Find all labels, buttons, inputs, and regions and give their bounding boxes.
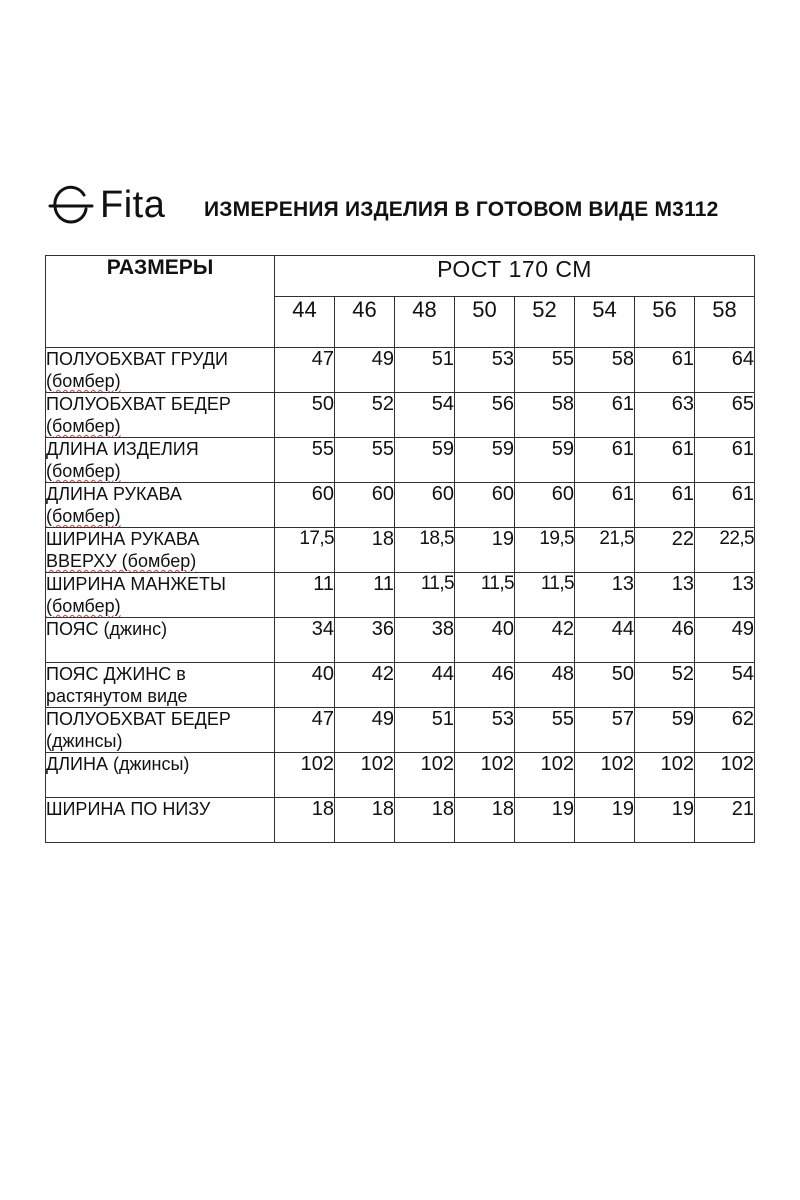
size-column-header: 50 — [455, 297, 515, 348]
size-column-header: 46 — [335, 297, 395, 348]
measurement-value: 102 — [455, 753, 515, 798]
measurement-value: 40 — [275, 663, 335, 708]
table-row — [46, 753, 755, 798]
measurements-body — [46, 348, 755, 843]
measurement-value: 48 — [515, 663, 575, 708]
measurement-label — [46, 798, 275, 843]
measurement-value: 13 — [575, 573, 635, 618]
measurement-value: 50 — [275, 393, 335, 438]
measurement-value: 61 — [575, 483, 635, 528]
measurement-value: 61 — [575, 393, 635, 438]
measurement-label-line1: ДЛИНА РУКАВА — [46, 484, 182, 504]
measurement-label-line1: ПОЛУОБХВАТ БЕДЕР — [46, 394, 231, 414]
measurement-value: 59 — [515, 438, 575, 483]
measurement-value: 56 — [455, 393, 515, 438]
table-row — [46, 528, 755, 573]
brand-name: Fita — [100, 183, 166, 226]
measurement-label-line1: ПОЯС (джинс) — [46, 619, 168, 639]
measurement-value: 57 — [575, 708, 635, 753]
measurement-value: 49 — [335, 708, 395, 753]
measurement-label-line2: (бомбер) — [46, 416, 121, 436]
size-chart-table — [45, 255, 755, 843]
document-header — [48, 178, 768, 238]
size-column-header: 56 — [635, 297, 695, 348]
measurement-value: 19 — [635, 798, 695, 843]
measurement-value: 19 — [515, 798, 575, 843]
table-row — [46, 708, 755, 753]
measurement-value: 61 — [635, 438, 695, 483]
measurement-value: 51 — [395, 708, 455, 753]
measurement-label — [46, 618, 275, 663]
size-column-header: 48 — [395, 297, 455, 348]
size-column-header: 58 — [695, 297, 755, 348]
table-row — [46, 393, 755, 438]
measurement-value: 60 — [335, 483, 395, 528]
measurement-label-line1: ДЛИНА ИЗДЕЛИЯ — [46, 439, 199, 459]
measurement-value: 61 — [695, 438, 755, 483]
measurement-label — [46, 528, 275, 573]
measurement-value: 49 — [335, 348, 395, 393]
measurement-value: 13 — [695, 573, 755, 618]
measurement-label-line2: (бомбер) — [46, 506, 121, 526]
measurement-value: 18 — [395, 798, 455, 843]
measurement-value: 50 — [575, 663, 635, 708]
measurement-label-line2: (джинсы) — [46, 731, 123, 751]
measurement-value: 102 — [515, 753, 575, 798]
measurement-value: 102 — [395, 753, 455, 798]
table-row — [46, 438, 755, 483]
measurement-label — [46, 393, 275, 438]
measurement-label-line2: (бомбер) — [46, 371, 121, 391]
measurement-value: 64 — [695, 348, 755, 393]
fita-logo-icon — [48, 182, 94, 228]
measurement-value: 59 — [455, 438, 515, 483]
measurement-label — [46, 708, 275, 753]
table-row — [46, 348, 755, 393]
measurement-label — [46, 663, 275, 708]
measurement-label-line2: растянутом виде — [46, 686, 188, 706]
measurement-label-line2: (бомбер) — [46, 596, 121, 616]
measurement-value: 11,5 — [515, 573, 575, 618]
measurement-value: 49 — [695, 618, 755, 663]
measurement-label — [46, 573, 275, 618]
table-row — [46, 798, 755, 843]
measurement-value: 54 — [695, 663, 755, 708]
measurement-value: 36 — [335, 618, 395, 663]
measurement-value: 61 — [575, 438, 635, 483]
measurement-value: 18 — [275, 798, 335, 843]
measurement-value: 11,5 — [455, 573, 515, 618]
measurement-value: 102 — [575, 753, 635, 798]
measurement-value: 102 — [335, 753, 395, 798]
measurement-value: 61 — [635, 483, 695, 528]
size-column-header: 54 — [575, 297, 635, 348]
measurement-value: 46 — [635, 618, 695, 663]
measurement-label-line2: ВВЕРХУ (бомбер) — [46, 551, 197, 571]
measurement-value: 59 — [635, 708, 695, 753]
measurement-label-line2: (бомбер) — [46, 461, 121, 481]
measurement-label-line1: ПОЛУОБХВАТ БЕДЕР — [46, 709, 231, 729]
measurement-label-line1: ШИРИНА РУКАВА — [46, 529, 200, 549]
measurement-value: 55 — [275, 438, 335, 483]
measurement-value: 51 — [395, 348, 455, 393]
measurement-value: 52 — [335, 393, 395, 438]
measurement-value: 102 — [695, 753, 755, 798]
measurement-value: 47 — [275, 348, 335, 393]
table-row — [46, 618, 755, 663]
brand-logo — [48, 182, 165, 228]
measurement-value: 102 — [635, 753, 695, 798]
measurement-value: 47 — [275, 708, 335, 753]
measurement-label — [46, 348, 275, 393]
size-column-header: 44 — [275, 297, 335, 348]
measurement-value: 102 — [275, 753, 335, 798]
measurement-value: 44 — [575, 618, 635, 663]
measurement-value: 34 — [275, 618, 335, 663]
measurement-label — [46, 438, 275, 483]
measurement-value: 22,5 — [695, 528, 755, 573]
table-row — [46, 573, 755, 618]
size-column-header: 52 — [515, 297, 575, 348]
measurement-value: 19 — [575, 798, 635, 843]
measurement-value: 18 — [335, 528, 395, 573]
measurement-value: 59 — [395, 438, 455, 483]
measurement-value: 60 — [515, 483, 575, 528]
measurement-label-line1: ДЛИНА (джинсы) — [46, 754, 190, 774]
measurement-value: 62 — [695, 708, 755, 753]
table-header-row — [46, 256, 755, 297]
measurement-value: 63 — [635, 393, 695, 438]
measurement-value: 11,5 — [395, 573, 455, 618]
measurement-value: 60 — [455, 483, 515, 528]
measurement-label-line1: ШИРИНА ПО НИЗУ — [46, 799, 211, 819]
measurement-label-line1: ПОЯС ДЖИНС в — [46, 664, 186, 684]
measurement-value: 18,5 — [395, 528, 455, 573]
measurement-value: 19,5 — [515, 528, 575, 573]
measurement-label-line1: ШИРИНА МАНЖЕТЫ — [46, 574, 226, 594]
measurement-value: 61 — [635, 348, 695, 393]
measurement-value: 11 — [335, 573, 395, 618]
measurement-value: 61 — [695, 483, 755, 528]
measurement-value: 21,5 — [575, 528, 635, 573]
height-header: РОСТ 170 СМ — [275, 256, 755, 297]
measurement-value: 60 — [395, 483, 455, 528]
measurement-value: 17,5 — [275, 528, 335, 573]
measurement-value: 22 — [635, 528, 695, 573]
measurement-value: 65 — [695, 393, 755, 438]
measurement-value: 13 — [635, 573, 695, 618]
measurement-value: 55 — [335, 438, 395, 483]
measurement-value: 40 — [455, 618, 515, 663]
measurement-value: 19 — [455, 528, 515, 573]
measurement-value: 53 — [455, 708, 515, 753]
measurement-value: 54 — [395, 393, 455, 438]
measurement-value: 46 — [455, 663, 515, 708]
table-row — [46, 663, 755, 708]
page-title: ИЗМЕРЕНИЯ ИЗДЕЛИЯ В ГОТОВОМ ВИДЕ М3112 — [204, 198, 719, 221]
measurement-value: 55 — [515, 708, 575, 753]
measurement-value: 42 — [335, 663, 395, 708]
measurement-label — [46, 753, 275, 798]
measurement-label-line1: ПОЛУОБХВАТ ГРУДИ — [46, 349, 228, 369]
measurement-value: 42 — [515, 618, 575, 663]
table-row — [46, 483, 755, 528]
measurement-value: 38 — [395, 618, 455, 663]
measurement-value: 55 — [515, 348, 575, 393]
measurement-value: 58 — [575, 348, 635, 393]
measurement-value: 60 — [275, 483, 335, 528]
measurement-label — [46, 483, 275, 528]
sizes-header: РАЗМЕРЫ — [46, 256, 275, 348]
measurement-value: 18 — [335, 798, 395, 843]
measurement-value: 53 — [455, 348, 515, 393]
measurement-value: 44 — [395, 663, 455, 708]
measurement-value: 18 — [455, 798, 515, 843]
measurement-value: 21 — [695, 798, 755, 843]
measurement-value: 11 — [275, 573, 335, 618]
measurement-value: 52 — [635, 663, 695, 708]
measurement-value: 58 — [515, 393, 575, 438]
